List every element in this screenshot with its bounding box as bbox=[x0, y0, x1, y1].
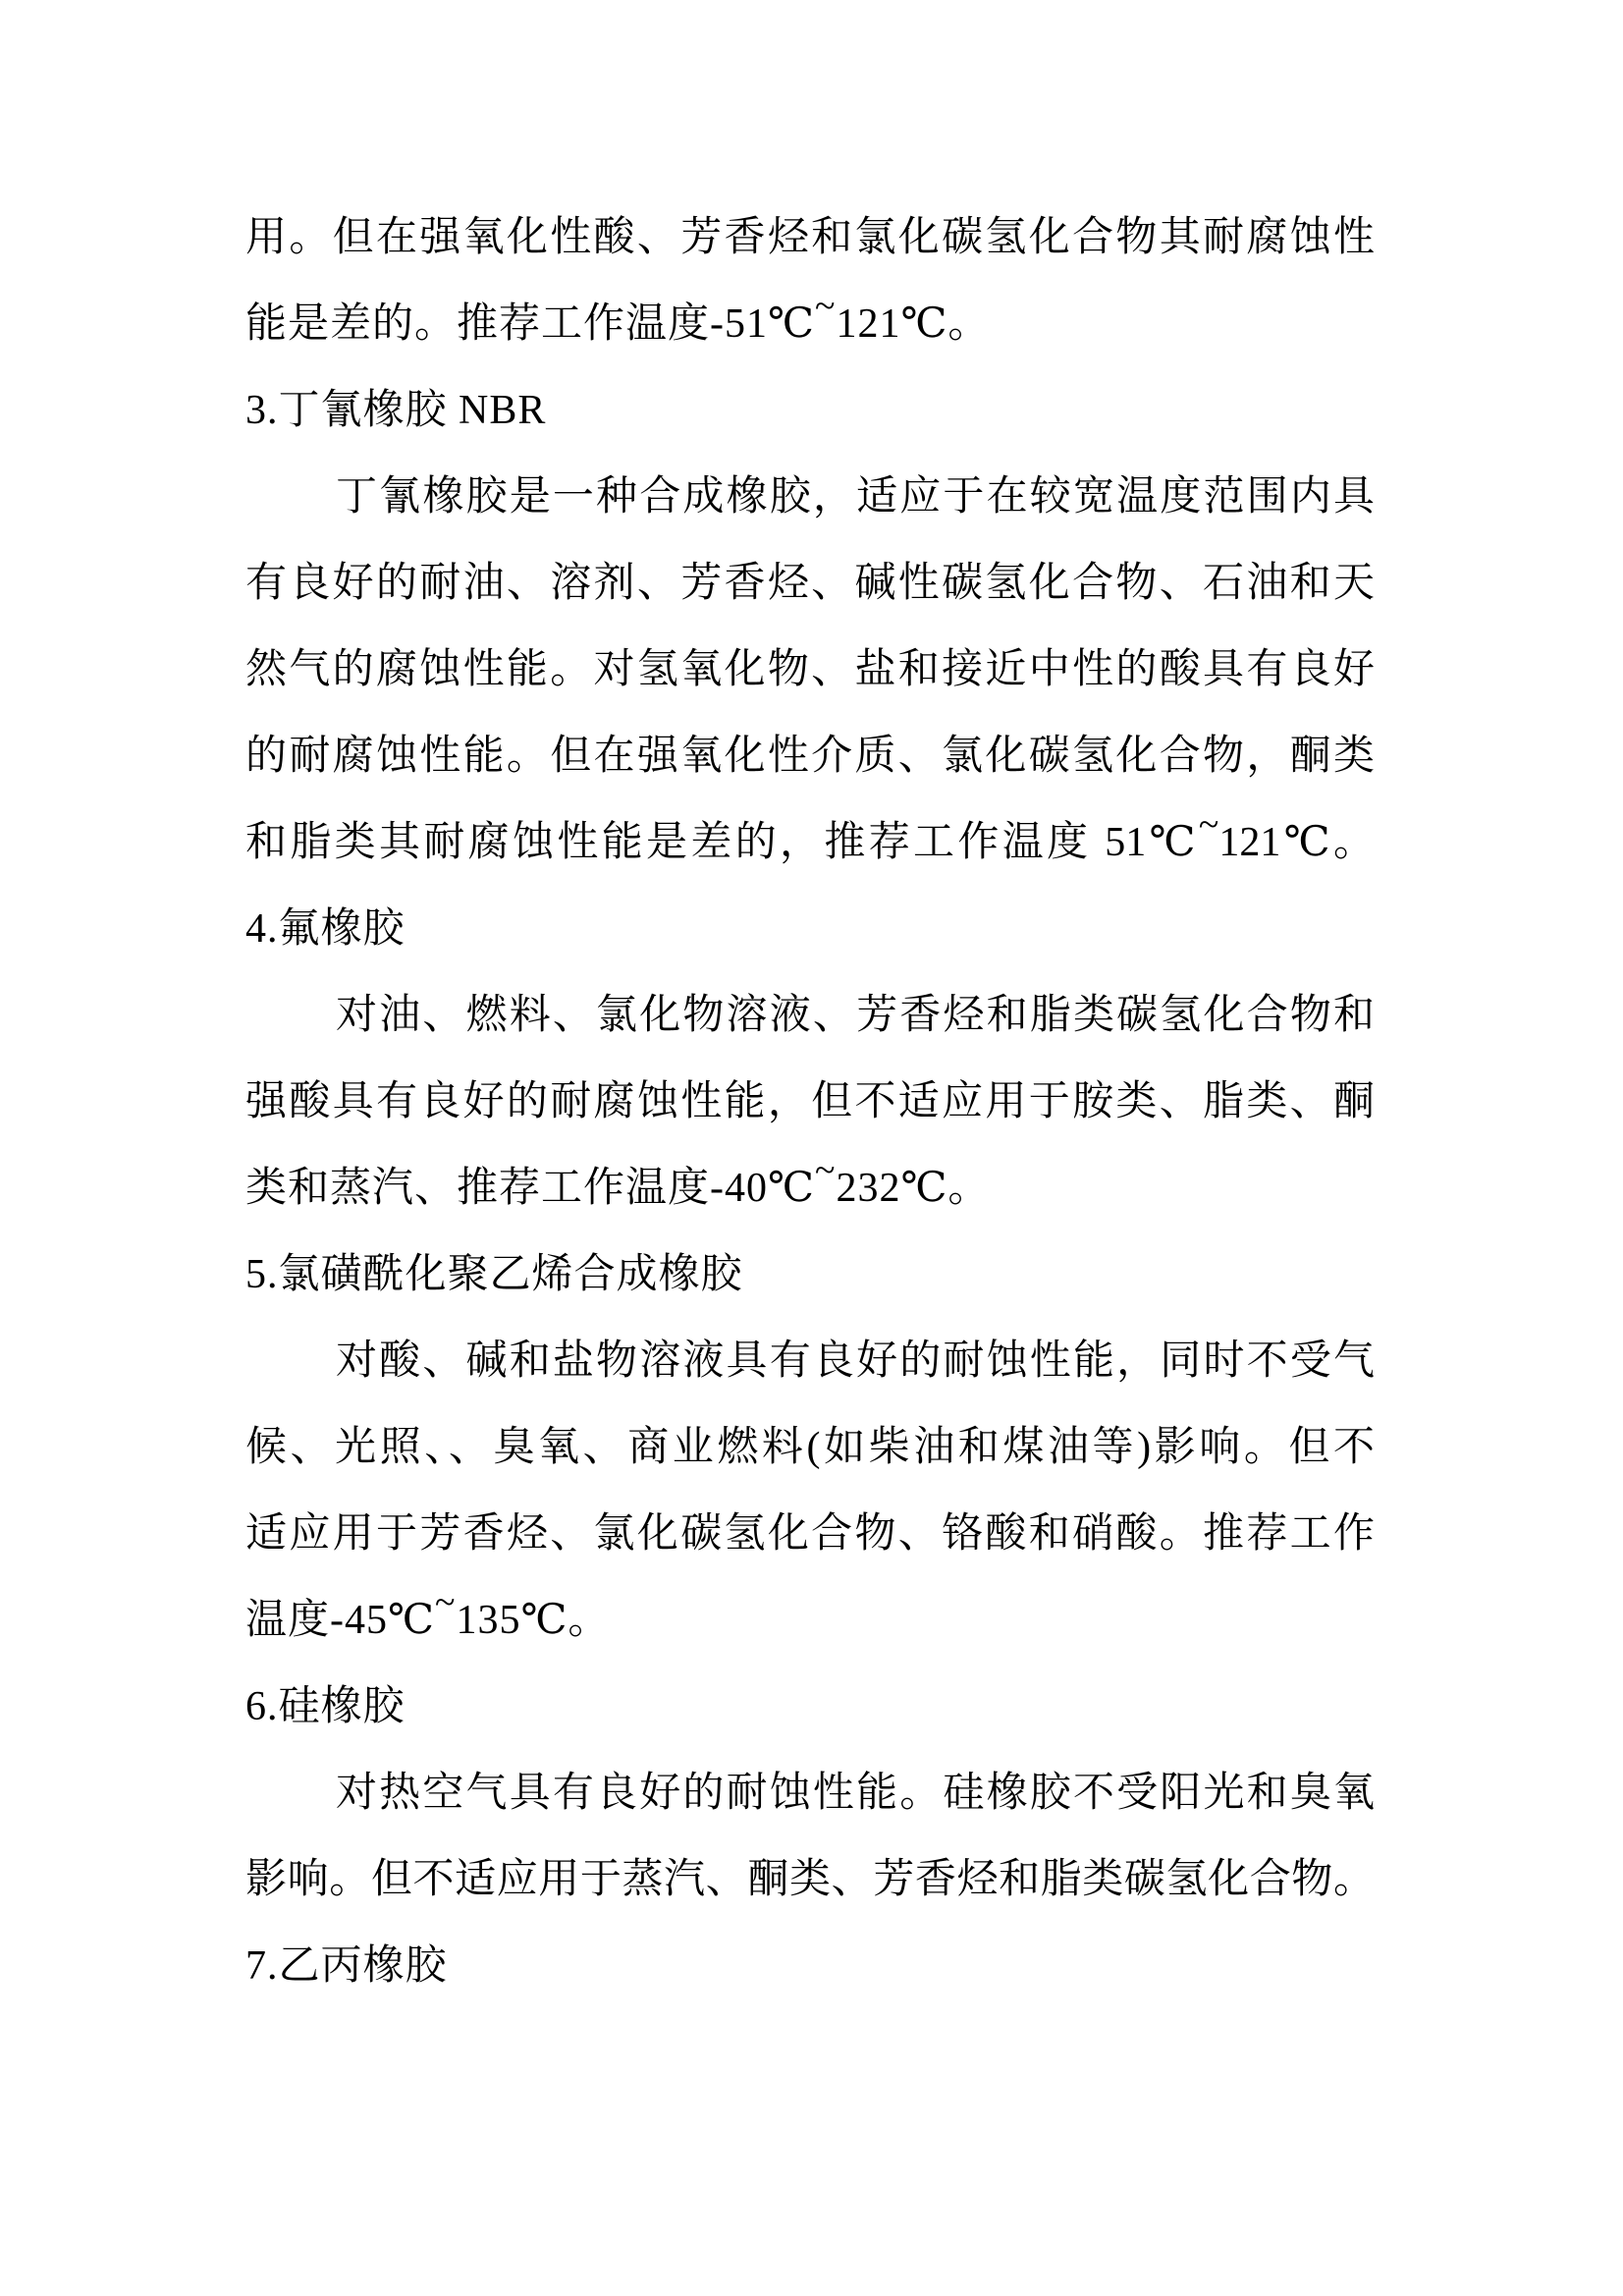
body-text: 和脂类其耐腐蚀性能是差的，推荐工作温度 51℃ bbox=[245, 820, 1199, 865]
body-line: 用。但在强氧化性酸、芳香烃和氯化碳氢化合物其耐腐蚀性 bbox=[245, 215, 1375, 260]
body-line bbox=[245, 281, 1375, 367]
heading-line: 7.乙丙橡胶 bbox=[245, 1943, 448, 1989]
body-line: 对热空气具有良好的耐蚀性能。硅橡胶不受阳光和臭氧 bbox=[336, 1771, 1375, 1816]
body-text: 135℃。 bbox=[456, 1598, 611, 1643]
body-line: 有良好的耐油、溶剂、芳香烃、碱性碳氢化合物、石油和天 bbox=[245, 561, 1375, 606]
tilde-superscript: ~ bbox=[814, 286, 837, 328]
body-line: 然气的腐蚀性能。对氢氧化物、盐和接近中性的酸具有良好 bbox=[245, 647, 1375, 692]
body-line bbox=[245, 1577, 1375, 1664]
body-line: 候、光照、、臭氧、商业燃料(如柴油和煤油等)影响。但不 bbox=[245, 1425, 1375, 1470]
body-text: 能是差的。推荐工作温度-51℃ bbox=[245, 301, 815, 347]
body-line: 强酸具有良好的耐腐蚀性能，但不适应用于胺类、脂类、酮 bbox=[245, 1079, 1375, 1124]
body-line: 影响。但不适应用于蒸汽、酮类、芳香烃和脂类碳氢化合物。 bbox=[245, 1857, 1375, 1902]
body-text: 121℃。 bbox=[1218, 820, 1375, 865]
heading-line: 6.硅橡胶 bbox=[245, 1684, 406, 1729]
body-line: 的耐腐蚀性能。但在强氧化性介质、氯化碳氢化合物，酮类 bbox=[245, 734, 1375, 779]
tilde-superscript: ~ bbox=[434, 1582, 457, 1624]
body-line: 对酸、碱和盐物溶液具有良好的耐蚀性能，同时不受气 bbox=[336, 1339, 1375, 1384]
body-text: 温度-45℃ bbox=[245, 1598, 435, 1643]
body-line: 丁氰橡胶是一种合成橡胶，适应于在较宽温度范围内具 bbox=[336, 474, 1375, 519]
body-line bbox=[245, 799, 1375, 886]
body-line bbox=[245, 1145, 1375, 1231]
body-text: 232℃。 bbox=[836, 1166, 991, 1211]
body-line: 对油、燃料、氯化物溶液、芳香烃和脂类碳氢化合物和 bbox=[336, 993, 1375, 1038]
body-line: 适应用于芳香烃、氯化碳氢化合物、铬酸和硝酸。推荐工作 bbox=[245, 1511, 1375, 1557]
tilde-superscript: ~ bbox=[1198, 804, 1219, 847]
body-text: 类和蒸汽、推荐工作温度-40℃ bbox=[245, 1166, 815, 1211]
heading-line: 4.氟橡胶 bbox=[245, 906, 406, 952]
heading-line: 5.氯磺酰化聚乙烯合成橡胶 bbox=[245, 1252, 743, 1297]
body-text: 121℃。 bbox=[836, 301, 991, 347]
heading-line: 3.丁氰橡胶 NBR bbox=[245, 388, 547, 433]
text-block bbox=[245, 194, 1375, 2009]
tilde-superscript: ~ bbox=[814, 1150, 837, 1192]
